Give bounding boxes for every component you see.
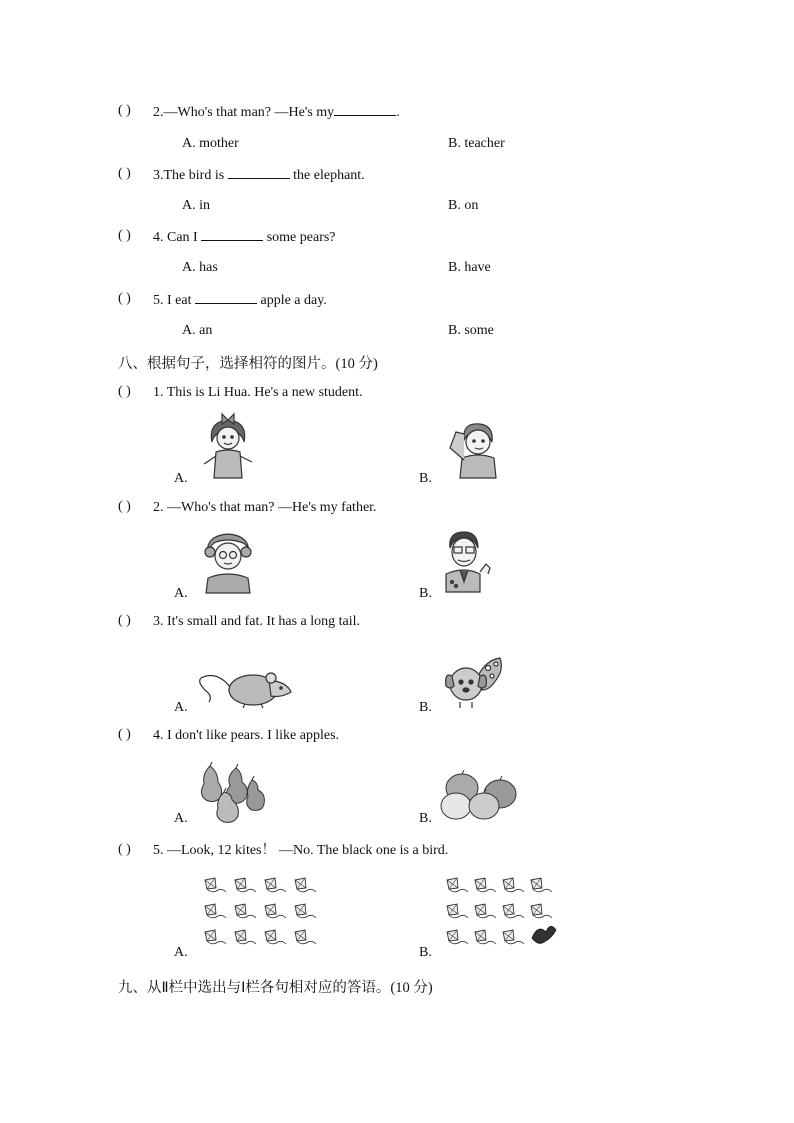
question-text: 3.The bird is the elephant.	[153, 168, 365, 183]
question-text: 5. —Look, 12 kites！ —No. The black one is a bird.	[153, 843, 449, 858]
option-b[interactable]: B. have	[448, 260, 491, 275]
answer-paren[interactable]: ( )	[118, 291, 131, 306]
option-b-label: B.	[419, 811, 432, 826]
option-b-label: B.	[419, 586, 432, 601]
mouse-icon[interactable]	[195, 664, 295, 710]
answer-paren[interactable]: ( )	[118, 613, 131, 628]
option-a-label: A.	[174, 586, 188, 601]
option-a-label: A.	[174, 700, 188, 715]
answer-blank	[201, 228, 263, 241]
kites-and-bird-icon[interactable]	[442, 876, 560, 954]
option-a-label: A.	[174, 471, 188, 486]
question-text: 5. I eat apple a day.	[153, 293, 327, 308]
answer-blank	[228, 166, 290, 179]
option-a[interactable]: A. mother	[182, 136, 239, 151]
question-text: 3. It's small and fat. It has a long tail.	[153, 614, 361, 629]
option-b-label: B.	[419, 700, 432, 715]
question-text: 1. This is Li Hua. He's a new student.	[153, 385, 363, 400]
answer-blank	[334, 103, 396, 116]
question-text: 4. Can I some pears?	[153, 230, 336, 245]
spotted-dog-icon[interactable]	[442, 646, 506, 710]
option-a-label: A.	[174, 945, 188, 960]
answer-paren[interactable]: ( )	[118, 384, 131, 399]
option-b[interactable]: B. teacher	[448, 136, 505, 151]
section-8-heading: 八、根据句子，选择相符的图片。(10 分)	[118, 356, 378, 372]
question-text: 4. I don't like pears. I like apples.	[153, 728, 340, 743]
option-a[interactable]: A. in	[182, 198, 210, 213]
option-b-label: B.	[419, 471, 432, 486]
apples-icon[interactable]	[440, 770, 518, 822]
option-b[interactable]: B. on	[448, 198, 479, 213]
grandmother-icon[interactable]	[200, 530, 256, 594]
answer-paren[interactable]: ( )	[118, 166, 131, 181]
option-b-label: B.	[419, 945, 432, 960]
twelve-kites-icon[interactable]	[198, 876, 324, 954]
question-text: 2.—Who's that man? —He's my .	[153, 105, 400, 120]
pears-icon[interactable]	[196, 762, 266, 824]
option-b[interactable]: B. some	[448, 323, 494, 338]
answer-paren[interactable]: ( )	[118, 103, 131, 118]
answer-paren[interactable]: ( )	[118, 727, 131, 742]
option-a[interactable]: A. an	[182, 323, 213, 338]
option-a[interactable]: A. has	[182, 260, 218, 275]
answer-paren[interactable]: ( )	[118, 499, 131, 514]
section-9-heading: 九、从Ⅱ栏中选出与Ⅰ栏各句相对应的答语。(10 分)	[118, 980, 433, 996]
option-a-label: A.	[174, 811, 188, 826]
answer-paren[interactable]: ( )	[118, 228, 131, 243]
question-text: 2. —Who's that man? —He's my father.	[153, 500, 377, 515]
answer-blank	[195, 291, 257, 304]
father-with-glasses-icon[interactable]	[442, 528, 494, 594]
boy-scratching-head-icon[interactable]	[442, 418, 500, 480]
girl-with-bow-icon[interactable]	[198, 412, 258, 482]
answer-paren[interactable]: ( )	[118, 842, 131, 857]
